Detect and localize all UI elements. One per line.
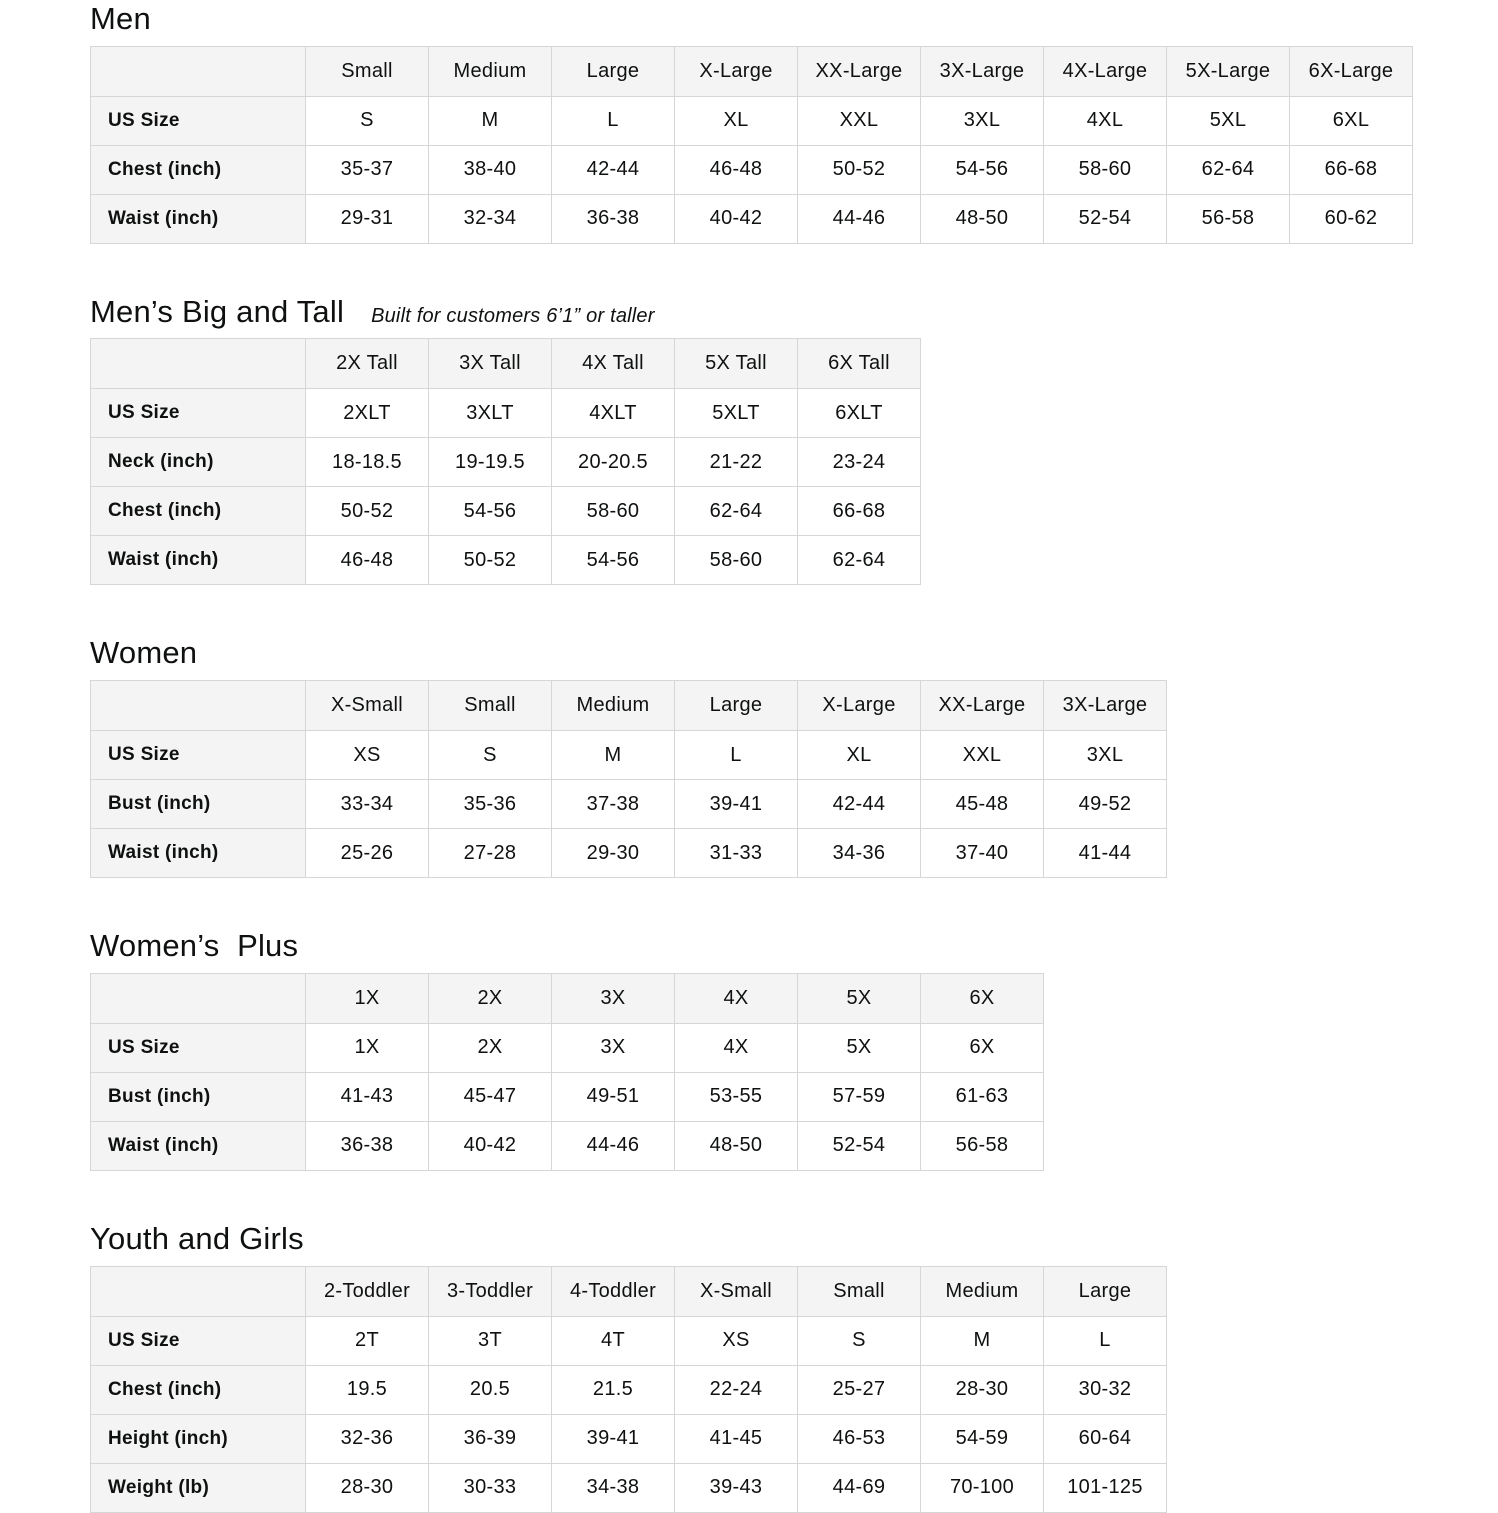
table-cell: 4XLT (552, 389, 675, 438)
row-label: Waist (inch) (91, 194, 306, 243)
table-cell: 20.5 (429, 1365, 552, 1414)
table-cell: 50-52 (306, 487, 429, 536)
table-cell: 35-37 (306, 145, 429, 194)
table-cell: 31-33 (675, 829, 798, 878)
column-header: X-Small (675, 1266, 798, 1316)
table-row (91, 1072, 1044, 1121)
table-cell: 3XL (921, 96, 1044, 145)
section-head-women (90, 636, 1498, 671)
column-header: Large (1044, 1266, 1167, 1316)
table-cell: 46-53 (798, 1414, 921, 1463)
section-women (90, 636, 1498, 878)
table-cell: 44-46 (552, 1121, 675, 1170)
column-header: 6X (921, 973, 1044, 1023)
column-header: 4X Tall (552, 339, 675, 389)
section-subtitle-mens-big-and-tall: Built for customers 6’1” or taller (371, 304, 655, 327)
table-cell: 60-64 (1044, 1414, 1167, 1463)
header-row (91, 339, 921, 389)
table-cell: 48-50 (921, 194, 1044, 243)
table-cell: 41-43 (306, 1072, 429, 1121)
table-cell: 52-54 (798, 1121, 921, 1170)
row-label: Bust (inch) (91, 780, 306, 829)
table-row (91, 1121, 1044, 1170)
column-header: 2X (429, 973, 552, 1023)
table-row (91, 1365, 1167, 1414)
row-label: Chest (inch) (91, 1365, 306, 1414)
section-head-men (90, 2, 1498, 37)
table-cell: 54-56 (921, 145, 1044, 194)
table-cell: 5X (798, 1023, 921, 1072)
table-cell: 54-59 (921, 1414, 1044, 1463)
section-head-womens-plus (90, 929, 1498, 964)
table-cell: 58-60 (552, 487, 675, 536)
table-cell: 38-40 (429, 145, 552, 194)
table-cell: L (1044, 1316, 1167, 1365)
table-cell: 25-26 (306, 829, 429, 878)
column-header: 2-Toddler (306, 1266, 429, 1316)
table-cell: 46-48 (306, 536, 429, 585)
table-cell: 30-33 (429, 1463, 552, 1512)
section-head-youth-and-girls (90, 1222, 1498, 1257)
table-cell: 34-36 (798, 829, 921, 878)
table-cell: 21-22 (675, 438, 798, 487)
row-label: US Size (91, 1023, 306, 1072)
table-cell: 3XLT (429, 389, 552, 438)
row-label: US Size (91, 1316, 306, 1365)
table-cell: 62-64 (675, 487, 798, 536)
table-cell: 53-55 (675, 1072, 798, 1121)
row-label: Chest (inch) (91, 145, 306, 194)
column-header: X-Large (798, 681, 921, 731)
column-header: Large (675, 681, 798, 731)
header-row (91, 46, 1413, 96)
table-cell: 50-52 (798, 145, 921, 194)
size-table-men (90, 46, 1413, 244)
row-label: Waist (inch) (91, 829, 306, 878)
table-cell: 32-34 (429, 194, 552, 243)
table-cell: 1X (306, 1023, 429, 1072)
table-cell: 70-100 (921, 1463, 1044, 1512)
table-cell: 40-42 (429, 1121, 552, 1170)
row-label: Weight (lb) (91, 1463, 306, 1512)
table-cell: 19-19.5 (429, 438, 552, 487)
table-cell: 41-44 (1044, 829, 1167, 878)
row-label: Height (inch) (91, 1414, 306, 1463)
table-cell: 36-39 (429, 1414, 552, 1463)
column-header: Small (798, 1266, 921, 1316)
column-header: 3X (552, 973, 675, 1023)
table-cell: 60-62 (1290, 194, 1413, 243)
size-table-youth-and-girls (90, 1266, 1167, 1513)
column-header: XX-Large (921, 681, 1044, 731)
corner-cell (91, 339, 306, 389)
table-cell: 40-42 (675, 194, 798, 243)
table-cell: 58-60 (1044, 145, 1167, 194)
table-cell: 32-36 (306, 1414, 429, 1463)
table-cell: 3XL (1044, 731, 1167, 780)
column-header: Medium (921, 1266, 1044, 1316)
table-cell: 57-59 (798, 1072, 921, 1121)
column-header: 4-Toddler (552, 1266, 675, 1316)
table-cell: 37-38 (552, 780, 675, 829)
table-row (91, 96, 1413, 145)
table-row (91, 1463, 1167, 1512)
column-header: 1X (306, 973, 429, 1023)
table-cell: 66-68 (1290, 145, 1413, 194)
corner-cell (91, 681, 306, 731)
row-label: US Size (91, 389, 306, 438)
table-row (91, 1316, 1167, 1365)
table-cell: 42-44 (798, 780, 921, 829)
table-cell: 50-52 (429, 536, 552, 585)
table-cell: S (429, 731, 552, 780)
section-title-men: Men (90, 1, 151, 36)
table-cell: 49-52 (1044, 780, 1167, 829)
row-label: US Size (91, 731, 306, 780)
table-cell: 3X (552, 1023, 675, 1072)
table-cell: XL (675, 96, 798, 145)
column-header: 3X-Large (1044, 681, 1167, 731)
size-table-mens-big-and-tall (90, 338, 921, 585)
table-cell: S (798, 1316, 921, 1365)
column-header: 2X Tall (306, 339, 429, 389)
table-cell: 4X (675, 1023, 798, 1072)
column-header: Large (552, 46, 675, 96)
section-mens-big-and-tall (90, 295, 1498, 586)
section-title-mens-big-and-tall: Men’s Big and Tall (90, 293, 345, 329)
section-head-mens-big-and-tall (90, 295, 1498, 330)
column-header: 6X Tall (798, 339, 921, 389)
table-row (91, 194, 1413, 243)
table-cell: 54-56 (429, 487, 552, 536)
row-label: Waist (inch) (91, 536, 306, 585)
row-label: Waist (inch) (91, 1121, 306, 1170)
table-cell: 56-58 (1167, 194, 1290, 243)
table-row (91, 487, 921, 536)
table-cell: 39-41 (675, 780, 798, 829)
section-title-youth-and-girls: Youth and Girls (90, 1220, 304, 1256)
column-header: 3X Tall (429, 339, 552, 389)
section-title-womens-plus: Women’s Plus (90, 928, 299, 964)
section-youth-and-girls (90, 1222, 1498, 1513)
table-cell: 19.5 (306, 1365, 429, 1414)
column-header: 5X Tall (675, 339, 798, 389)
column-header: X-Small (306, 681, 429, 731)
table-row (91, 438, 921, 487)
corner-cell (91, 1266, 306, 1316)
table-cell: 62-64 (1167, 145, 1290, 194)
section-men (90, 2, 1498, 244)
table-cell: 35-36 (429, 780, 552, 829)
table-cell: 36-38 (306, 1121, 429, 1170)
column-header: Medium (552, 681, 675, 731)
column-header: XX-Large (798, 46, 921, 96)
table-cell: 58-60 (675, 536, 798, 585)
table-cell: S (306, 96, 429, 145)
table-cell: 2X (429, 1023, 552, 1072)
table-cell: 44-46 (798, 194, 921, 243)
table-cell: 18-18.5 (306, 438, 429, 487)
table-cell: 4T (552, 1316, 675, 1365)
header-row (91, 973, 1044, 1023)
table-cell: M (552, 731, 675, 780)
table-cell: 39-41 (552, 1414, 675, 1463)
table-cell: 29-30 (552, 829, 675, 878)
table-cell: M (429, 96, 552, 145)
corner-cell (91, 46, 306, 96)
table-cell: 39-43 (675, 1463, 798, 1512)
table-cell: 45-48 (921, 780, 1044, 829)
table-cell: XL (798, 731, 921, 780)
table-cell: 21.5 (552, 1365, 675, 1414)
table-cell: XXL (921, 731, 1044, 780)
table-row (91, 1414, 1167, 1463)
table-cell: 56-58 (921, 1121, 1044, 1170)
table-cell: 46-48 (675, 145, 798, 194)
table-cell: 25-27 (798, 1365, 921, 1414)
row-label: Chest (inch) (91, 487, 306, 536)
table-row (91, 1023, 1044, 1072)
header-row (91, 681, 1167, 731)
table-cell: 27-28 (429, 829, 552, 878)
column-header: 4X (675, 973, 798, 1023)
table-cell: 34-38 (552, 1463, 675, 1512)
table-row (91, 829, 1167, 878)
table-cell: 6XLT (798, 389, 921, 438)
table-cell: 3T (429, 1316, 552, 1365)
column-header: 5X-Large (1167, 46, 1290, 96)
table-cell: M (921, 1316, 1044, 1365)
table-cell: 23-24 (798, 438, 921, 487)
column-header: 3-Toddler (429, 1266, 552, 1316)
table-cell: XS (675, 1316, 798, 1365)
table-cell: 29-31 (306, 194, 429, 243)
table-cell: 101-125 (1044, 1463, 1167, 1512)
table-row (91, 780, 1167, 829)
row-label: Bust (inch) (91, 1072, 306, 1121)
table-cell: 45-47 (429, 1072, 552, 1121)
table-cell: 62-64 (798, 536, 921, 585)
table-cell: XS (306, 731, 429, 780)
column-header: 5X (798, 973, 921, 1023)
column-header: 6X-Large (1290, 46, 1413, 96)
table-cell: 42-44 (552, 145, 675, 194)
column-header: Small (306, 46, 429, 96)
size-table-womens-plus (90, 973, 1044, 1171)
section-title-women: Women (90, 635, 198, 671)
section-womens-plus (90, 929, 1498, 1171)
table-cell: 61-63 (921, 1072, 1044, 1121)
column-header: Medium (429, 46, 552, 96)
table-cell: 5XLT (675, 389, 798, 438)
table-row (91, 145, 1413, 194)
table-cell: 48-50 (675, 1121, 798, 1170)
table-cell: 41-45 (675, 1414, 798, 1463)
table-cell: 4XL (1044, 96, 1167, 145)
table-cell: 5XL (1167, 96, 1290, 145)
table-cell: 6XL (1290, 96, 1413, 145)
table-row (91, 731, 1167, 780)
column-header: X-Large (675, 46, 798, 96)
table-cell: 66-68 (798, 487, 921, 536)
table-cell: XXL (798, 96, 921, 145)
table-cell: 30-32 (1044, 1365, 1167, 1414)
table-cell: 28-30 (921, 1365, 1044, 1414)
table-cell: 33-34 (306, 780, 429, 829)
corner-cell (91, 973, 306, 1023)
size-table-women (90, 680, 1167, 878)
table-cell: 49-51 (552, 1072, 675, 1121)
table-cell: 54-56 (552, 536, 675, 585)
table-cell: 2XLT (306, 389, 429, 438)
table-cell: 22-24 (675, 1365, 798, 1414)
column-header: 3X-Large (921, 46, 1044, 96)
row-label: Neck (inch) (91, 438, 306, 487)
table-cell: 6X (921, 1023, 1044, 1072)
row-label: US Size (91, 96, 306, 145)
table-cell: 20-20.5 (552, 438, 675, 487)
table-row (91, 536, 921, 585)
table-cell: 36-38 (552, 194, 675, 243)
table-cell: 37-40 (921, 829, 1044, 878)
column-header: 4X-Large (1044, 46, 1167, 96)
table-cell: L (552, 96, 675, 145)
header-row (91, 1266, 1167, 1316)
table-cell: 52-54 (1044, 194, 1167, 243)
column-header: Small (429, 681, 552, 731)
table-cell: L (675, 731, 798, 780)
table-cell: 2T (306, 1316, 429, 1365)
table-cell: 44-69 (798, 1463, 921, 1512)
table-cell: 28-30 (306, 1463, 429, 1512)
table-row (91, 389, 921, 438)
